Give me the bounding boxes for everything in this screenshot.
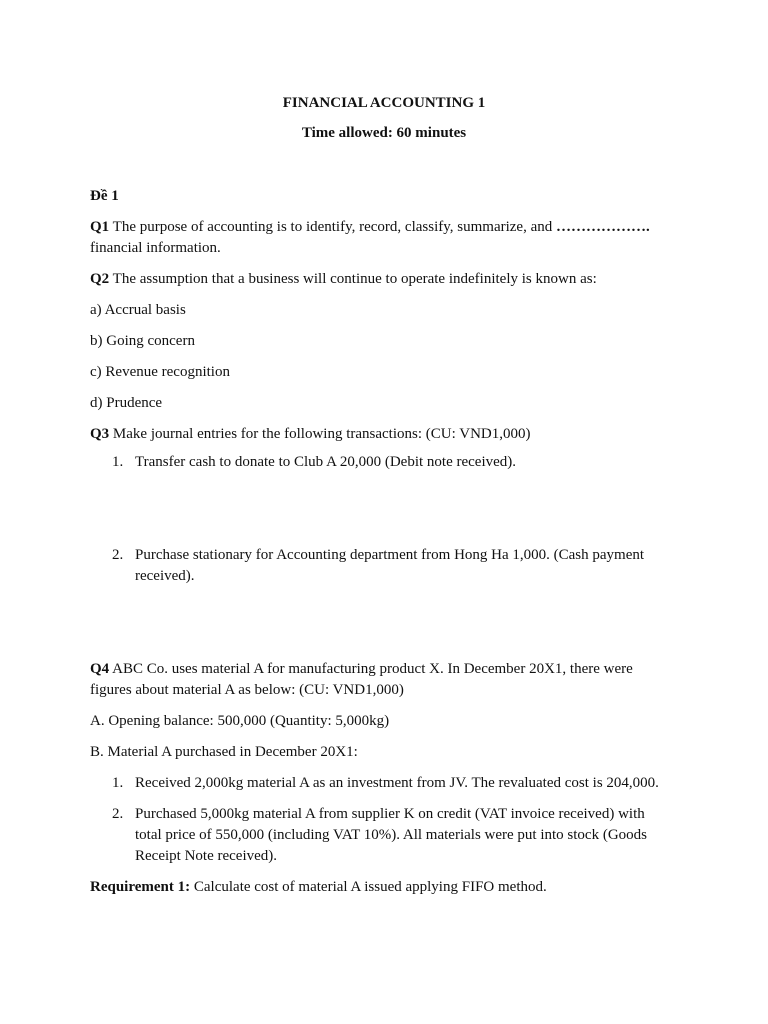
requirement-1-label: Requirement 1:: [90, 879, 191, 895]
list-item-text: Received 2,000kg material A as an investment from JV. The revaluated cost is 204,000.: [135, 775, 659, 791]
q4-text: ABC Co. uses material A for manufacturing product X. In December 20X1, there were figures about material A as below: (CU: VND1,000): [90, 661, 633, 698]
q1-text: The purpose of accounting is to identify, record, classify, summarize, and: [112, 219, 553, 235]
requirement-1: [90, 877, 670, 898]
q2-option-b: b) Going concern: [90, 333, 195, 349]
question-2: [90, 269, 670, 290]
q3-text: Make journal entries for the following transactions: (CU: VND1,000): [112, 426, 531, 442]
question-4: [90, 659, 670, 701]
q2-option-a: a) Accrual basis: [90, 302, 186, 318]
list-item: [90, 545, 670, 587]
list-number: 2.: [112, 547, 124, 563]
list-number: 1.: [112, 775, 124, 791]
q4-label: Q4: [90, 661, 110, 677]
list-number: 2.: [112, 806, 124, 822]
q2-option-c: c) Revenue recognition: [90, 364, 230, 380]
time-allowed: Time allowed: 60 minutes: [301, 125, 467, 141]
document-title: FINANCIAL ACCOUNTING 1: [282, 95, 486, 111]
q1-blank: ……………….: [556, 219, 650, 235]
question-3: [90, 424, 670, 445]
list-item-text: Purchased 5,000kg material A from supplier K on credit (VAT invoice received) with total price of 550,000 (including VAT 10%). All materials were put into stock (Goods Receipt Note received).: [135, 806, 648, 864]
q3-label: Q3: [90, 426, 110, 442]
q3-transaction-list: [90, 452, 670, 587]
q1-text-end: financial information.: [90, 240, 221, 256]
q1-label: Q1: [90, 219, 110, 235]
list-item-text: Purchase stationary for Accounting department from Hong Ha 1,000. (Cash payment received).: [135, 547, 645, 584]
requirement-1-text: Calculate cost of material A issued applying FIFO method.: [193, 879, 547, 895]
q2-label: Q2: [90, 271, 110, 287]
list-item: [90, 452, 670, 473]
list-item: [90, 773, 670, 794]
q4-purchased-heading: B. Material A purchased in December 20X1:: [90, 744, 358, 760]
document-content: [90, 93, 670, 908]
list-number: 1.: [112, 454, 124, 470]
exam-code: Đề 1: [90, 188, 119, 204]
list-item-text: Transfer cash to donate to Club A 20,000 (Debit note received).: [135, 454, 517, 470]
q2-option-d: d) Prudence: [90, 395, 163, 411]
q4-opening-balance: A. Opening balance: 500,000 (Quantity: 5,000kg): [90, 713, 390, 729]
list-item: [90, 804, 670, 867]
q4-purchase-list: [90, 773, 670, 867]
question-1: [90, 217, 670, 259]
q2-text: The assumption that a business will continue to operate indefinitely is known as:: [112, 271, 597, 287]
